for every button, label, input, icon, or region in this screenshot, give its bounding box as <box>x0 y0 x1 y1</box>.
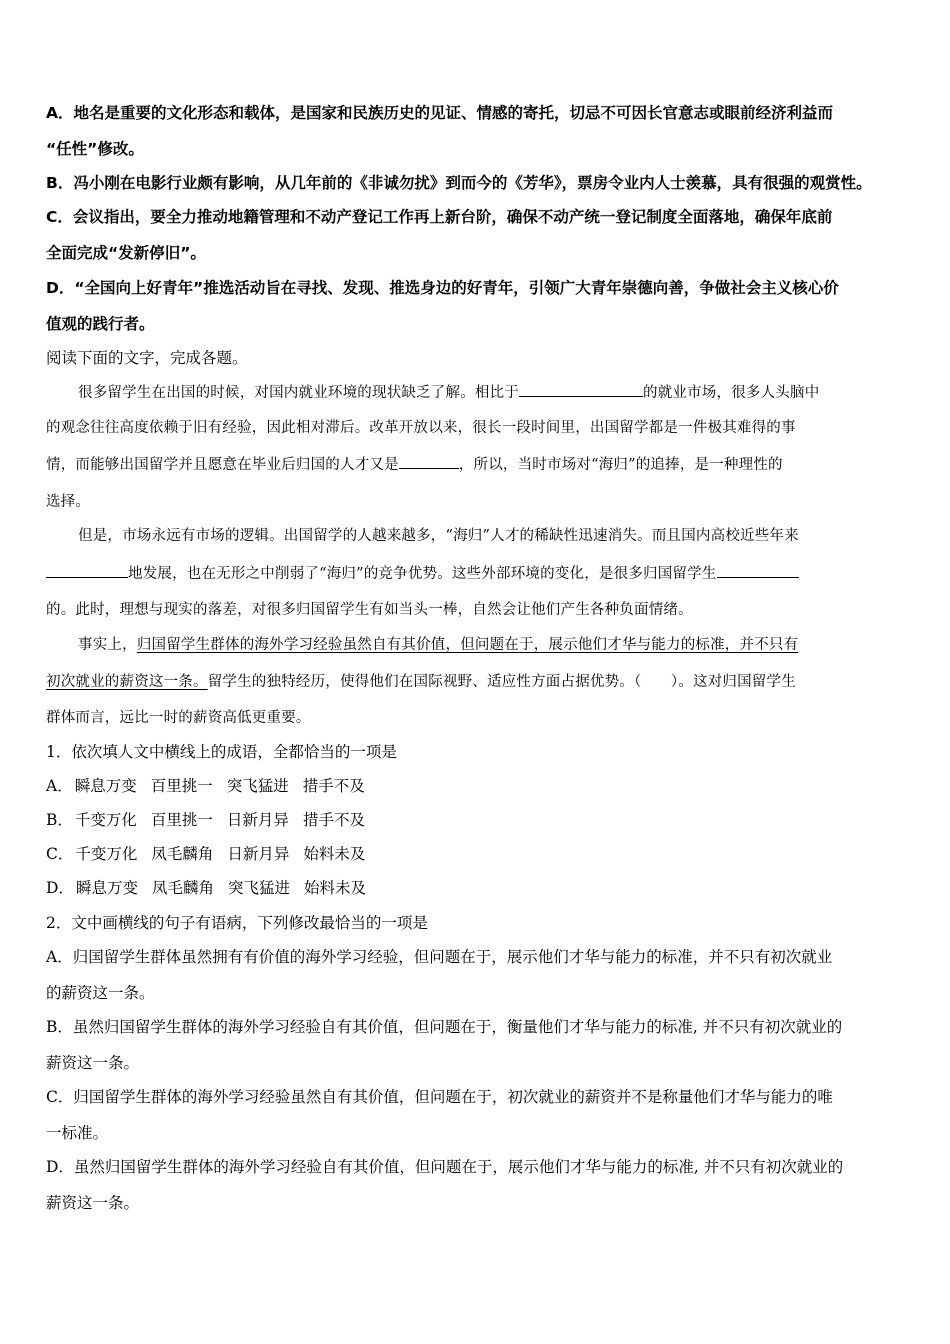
question-2-option-c-line1: C．归国留学生群体的海外学习经验虽然自有其价值，但问题在于，初次就业的薪资并不是称量他们才华与能力的唯 <box>46 1088 833 1106</box>
passage-text: ，所以，当时市场对“海归”的追捧，是一种理性的 <box>458 457 783 473</box>
option-word: 百里挑一 <box>150 777 213 795</box>
fill-blank-1 <box>519 382 643 397</box>
option-word: 措手不及 <box>302 777 365 795</box>
option-word: 日新月异 <box>227 845 290 863</box>
reading-instruction: 阅读下面的文字，完成各题。 <box>46 349 248 367</box>
underlined-sentence: 初次就业的薪资这一条。 <box>46 674 208 690</box>
option-word: 凤毛麟角 <box>151 879 214 897</box>
passage-p2-line3: 的。此时，理想与现实的落差，对很多归国留学生有如当头一棒，自然会让他们产生各种负面情绪。 <box>46 602 693 618</box>
fill-blank-4 <box>717 563 799 578</box>
prev-option-c-line1: C．会议指出，要全力推动地籍管理和不动产登记工作再上新台阶，确保不动产统一登记制度全面落地，确保年底前 <box>46 208 833 226</box>
option-label: C． <box>46 845 74 863</box>
passage-p1-line2: 的观念往往高度依赖于旧有经验，因此相对滞后。改革开放以来，很长一段时间里，出国留学都是一件极其难得的事 <box>46 420 796 436</box>
prev-option-a-line1: A．地名是重要的文化形态和载体，是国家和民族历史的见证、情感的寄托，切忌不可因长官意志或眼前经济利益而 <box>46 104 833 122</box>
question-2-option-a-line1: A．归国留学生群体虽然拥有有价值的海外学习经验，但问题在于，展示他们才华与能力的标准，并不只有初次就业 <box>46 948 833 966</box>
option-word: 措手不及 <box>302 811 365 829</box>
option-word: 突飞猛进 <box>227 879 290 897</box>
fill-blank-3 <box>46 563 128 578</box>
question-2-option-b-line1: B．虽然归国留学生群体的海外学习经验自有其价值，但问题在于，衡量他们才华与能力的标准, 并不只有初次就业的 <box>46 1018 843 1036</box>
question-2-option-c-line2: 一标准。 <box>46 1124 109 1142</box>
passage-text: 留学生的独特经历，使得他们在国际视野、适应性方面占据优势。（ ）。这对归国留学生 <box>207 674 796 690</box>
prev-option-b-line1: B．冯小刚在电影行业颇有影响，从几年前的《非诚勿扰》到而今的《芳华》，票房令业内人士羡慕，具有很强的观赏性。 <box>46 174 872 192</box>
option-word: 瞬息万变 <box>74 777 137 795</box>
prev-option-c-line2: 全面完成“发新停旧”。 <box>46 244 206 262</box>
question-2-option-d-line2: 薪资这一条。 <box>46 1194 140 1212</box>
passage-p3-line2 <box>46 672 796 692</box>
prev-option-d-line1: D．“全国向上好青年”推选活动旨在寻找、发现、推选身边的好青年，引领广大青年崇德向善，争做社会主义核心价 <box>46 279 839 297</box>
question-1-stem: 1．依次填人文中横线上的成语，全都恰当的一项是 <box>46 743 397 761</box>
option-word: 日新月异 <box>226 811 289 829</box>
prev-option-d-line2: 值观的践行者。 <box>46 315 155 333</box>
passage-p2-line2 <box>46 563 799 584</box>
passage-p3-line1 <box>78 635 798 655</box>
option-word: 始料未及 <box>303 845 366 863</box>
question-1-option-b <box>46 810 379 830</box>
question-2-option-b-line2: 薪资这一条。 <box>46 1054 140 1072</box>
passage-text: 情，而能够出国留学并且愿意在毕业后归国的人才又是 <box>46 457 399 473</box>
passage-p1-line1 <box>78 382 819 403</box>
question-1-option-d <box>46 878 380 898</box>
question-1-option-c <box>46 844 379 864</box>
option-label: A． <box>46 777 73 795</box>
passage-p2-line1: 但是，市场永远有市场的逻辑。出国留学的人越来越多，“海归”人才的稀缺性迅速消失。而且国内高校近些年来 <box>78 528 799 544</box>
question-2-option-a-line2: 的薪资这一条。 <box>46 984 155 1002</box>
passage-text: 事实上， <box>78 637 137 653</box>
option-word: 突飞猛进 <box>226 777 289 795</box>
passage-text: 很多留学生在出国的时候，对国内就业环境的现状缺乏了解。相比于 <box>78 385 519 401</box>
option-word: 始料未及 <box>303 879 366 897</box>
underlined-sentence: 归国留学生群体的海外学习经验虽然自有其价值，但问题在于，展示他们才华与能力的标准，并不只有 <box>136 637 799 653</box>
option-word: 千变万化 <box>75 845 138 863</box>
passage-text: 的就业市场，很多人头脑中 <box>643 385 820 401</box>
passage-p3-line3: 群体而言，远比一时的薪资高低更重要。 <box>46 710 311 726</box>
option-word: 瞬息万变 <box>75 879 138 897</box>
option-word: 百里挑一 <box>150 811 213 829</box>
prev-option-a-line2: “任性”修改。 <box>46 140 144 158</box>
passage-p1-line3 <box>46 454 783 475</box>
option-label: D． <box>46 879 74 897</box>
passage-text: 地发展，也在无形之中削弱了“海归”的竞争优势。这些外部环境的变化，是很多归国留学生 <box>128 566 717 582</box>
question-2-stem: 2．文中画横线的句子有语病，下列修改最恰当的一项是 <box>46 914 428 932</box>
question-1-option-a <box>46 776 379 796</box>
option-label: B． <box>46 811 73 829</box>
option-word: 凤毛麟角 <box>151 845 214 863</box>
option-word: 千变万化 <box>74 811 137 829</box>
question-2-option-d-line1: D．虽然归国留学生群体的海外学习经验自有其价值，但问题在于，展示他们才华与能力的标准, 并不只有初次就业的 <box>46 1158 844 1176</box>
fill-blank-2 <box>399 454 459 469</box>
passage-p1-line4: 选择。 <box>46 494 91 510</box>
